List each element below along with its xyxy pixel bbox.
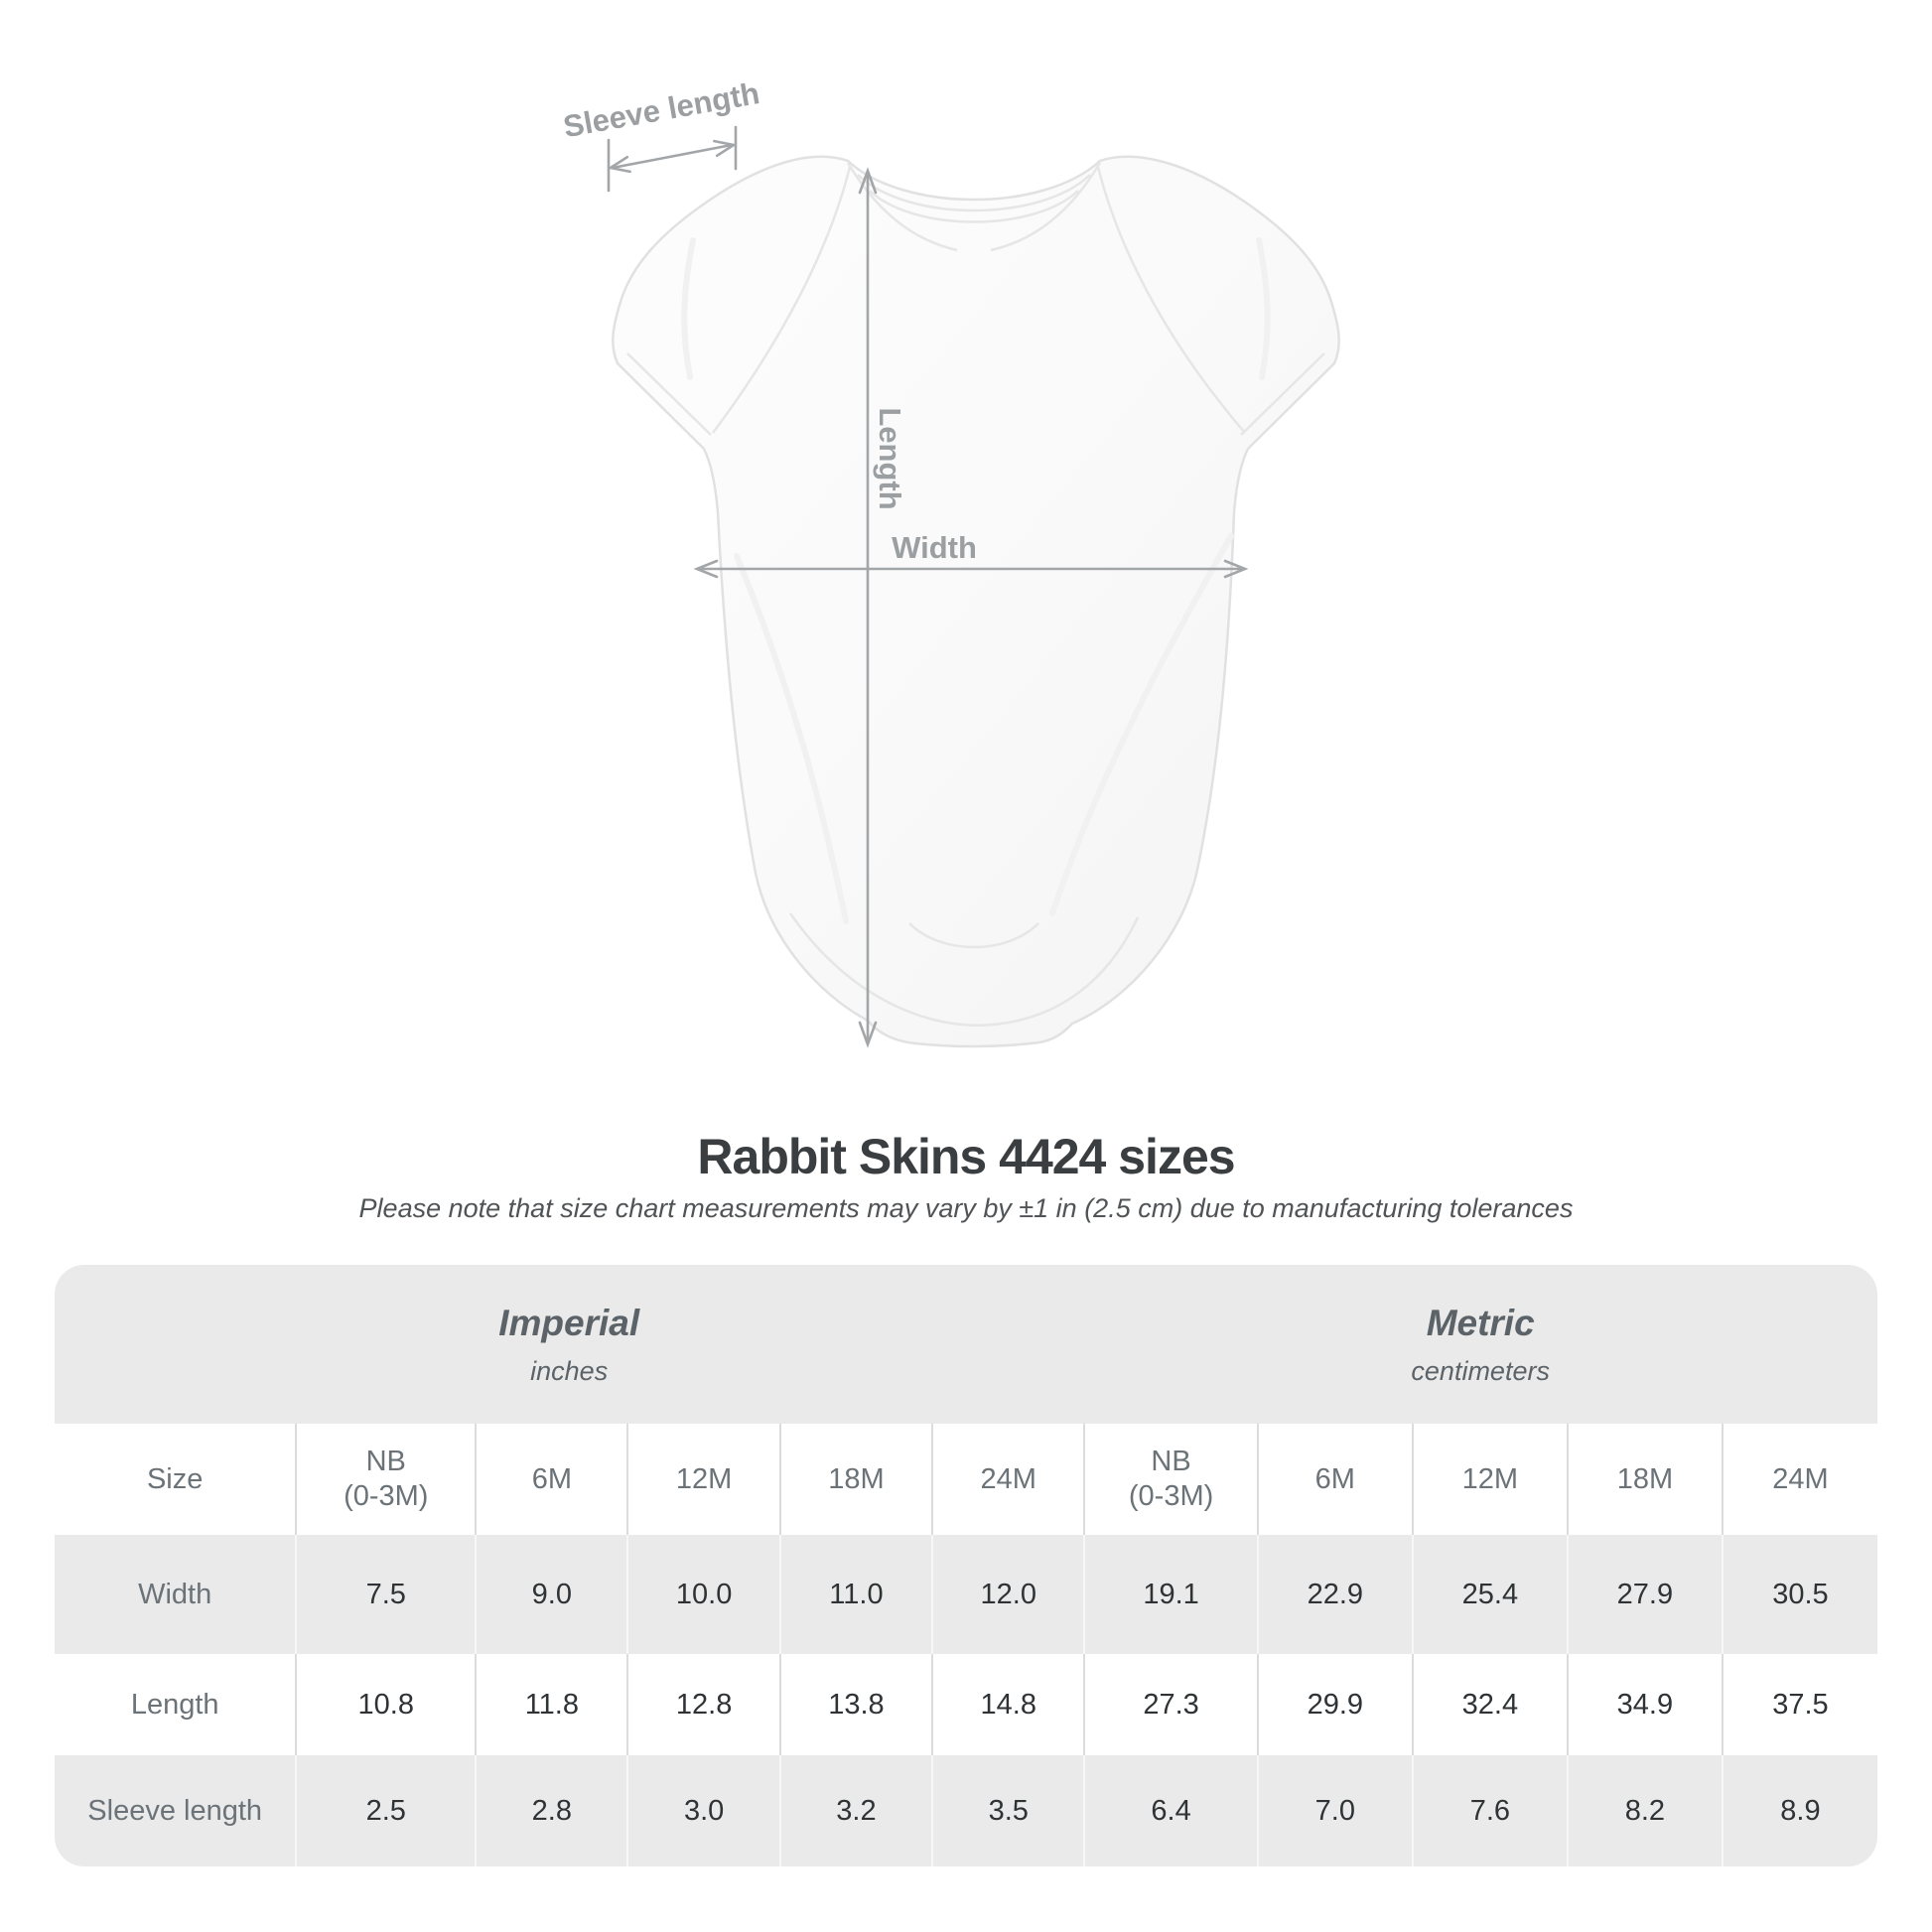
col-header-18m-metric: 18M	[1567, 1424, 1722, 1535]
sleeve-6m-cm: 7.0	[1257, 1755, 1412, 1866]
sleeve-6m-in: 2.8	[475, 1755, 626, 1866]
sleeve-18m-cm: 8.2	[1567, 1755, 1722, 1866]
page-title: Rabbit Skins 4424 sizes	[697, 1129, 1235, 1184]
width-nb-cm: 19.1	[1083, 1535, 1256, 1654]
col-header-6m-imperial: 6M	[475, 1424, 626, 1535]
size-chart-table	[55, 1265, 1877, 1866]
sleeve-18m-in: 3.2	[779, 1755, 931, 1866]
imperial-sublabel: inches	[530, 1356, 609, 1386]
width-18m-in: 11.0	[779, 1535, 931, 1654]
width-18m-cm: 27.9	[1567, 1535, 1722, 1654]
length-nb-in: 10.8	[295, 1654, 475, 1755]
length-18m-in: 13.8	[779, 1654, 931, 1755]
col-header-12m-imperial: 12M	[626, 1424, 778, 1535]
sleeve-nb-cm: 6.4	[1083, 1755, 1256, 1866]
col-header-nb-metric: NB (0-3M)	[1083, 1424, 1256, 1535]
col-header-18m-imperial: 18M	[779, 1424, 931, 1535]
sleeve-length-label: Sleeve length	[560, 75, 762, 145]
sleeve-24m-cm: 8.9	[1722, 1755, 1877, 1866]
table-row-width	[55, 1535, 1877, 1654]
sleeve-nb-in: 2.5	[295, 1755, 475, 1866]
metric-header-cell	[1083, 1265, 1877, 1424]
row-label-sleeve-length: Sleeve length	[87, 1794, 263, 1827]
length-nb-cm: 27.3	[1083, 1654, 1256, 1755]
sleeve-12m-in: 3.0	[626, 1755, 778, 1866]
imperial-label: Imperial	[498, 1302, 640, 1343]
size-chart	[55, 1265, 1877, 1866]
table-row-sleeve-length	[55, 1755, 1877, 1866]
page-subtitle: Please note that size chart measurements may vary by ±1 in (2.5 cm) due to manufacturing tolerances	[358, 1193, 1574, 1223]
size-header-row	[55, 1424, 1877, 1535]
sleeve-12m-cm: 7.6	[1412, 1755, 1567, 1866]
unit-header-row	[55, 1265, 1877, 1424]
imperial-header-cell	[55, 1265, 1083, 1424]
row-label-width: Width	[138, 1578, 212, 1610]
length-12m-in: 12.8	[626, 1654, 778, 1755]
metric-sublabel: centimeters	[1411, 1356, 1550, 1386]
metric-label: Metric	[1426, 1302, 1535, 1343]
length-6m-in: 11.8	[475, 1654, 626, 1755]
width-24m-in: 12.0	[931, 1535, 1083, 1654]
width-6m-in: 9.0	[475, 1535, 626, 1654]
length-18m-cm: 34.9	[1567, 1654, 1722, 1755]
width-12m-cm: 25.4	[1412, 1535, 1567, 1654]
table-row-length	[55, 1654, 1877, 1755]
length-6m-cm: 29.9	[1257, 1654, 1412, 1755]
size-header: Size	[146, 1462, 204, 1495]
col-header-nb-imperial: NB (0-3M)	[295, 1424, 475, 1535]
width-6m-cm: 22.9	[1257, 1535, 1412, 1654]
width-24m-cm: 30.5	[1722, 1535, 1877, 1654]
length-24m-in: 14.8	[931, 1654, 1083, 1755]
col-header-6m-metric: 6M	[1257, 1424, 1412, 1535]
length-label: Length	[873, 407, 907, 510]
sleeve-24m-in: 3.5	[931, 1755, 1083, 1866]
length-24m-cm: 37.5	[1722, 1654, 1877, 1755]
row-label-length: Length	[130, 1688, 219, 1721]
sleeve-length-arrow	[609, 127, 736, 191]
width-nb-in: 7.5	[295, 1535, 475, 1654]
length-12m-cm: 32.4	[1412, 1654, 1567, 1755]
onesie-shape	[613, 157, 1338, 1046]
col-header-24m-imperial: 24M	[931, 1424, 1083, 1535]
col-header-12m-metric: 12M	[1412, 1424, 1567, 1535]
width-label: Width	[892, 530, 977, 565]
width-12m-in: 10.0	[626, 1535, 778, 1654]
col-header-24m-metric: 24M	[1722, 1424, 1877, 1535]
